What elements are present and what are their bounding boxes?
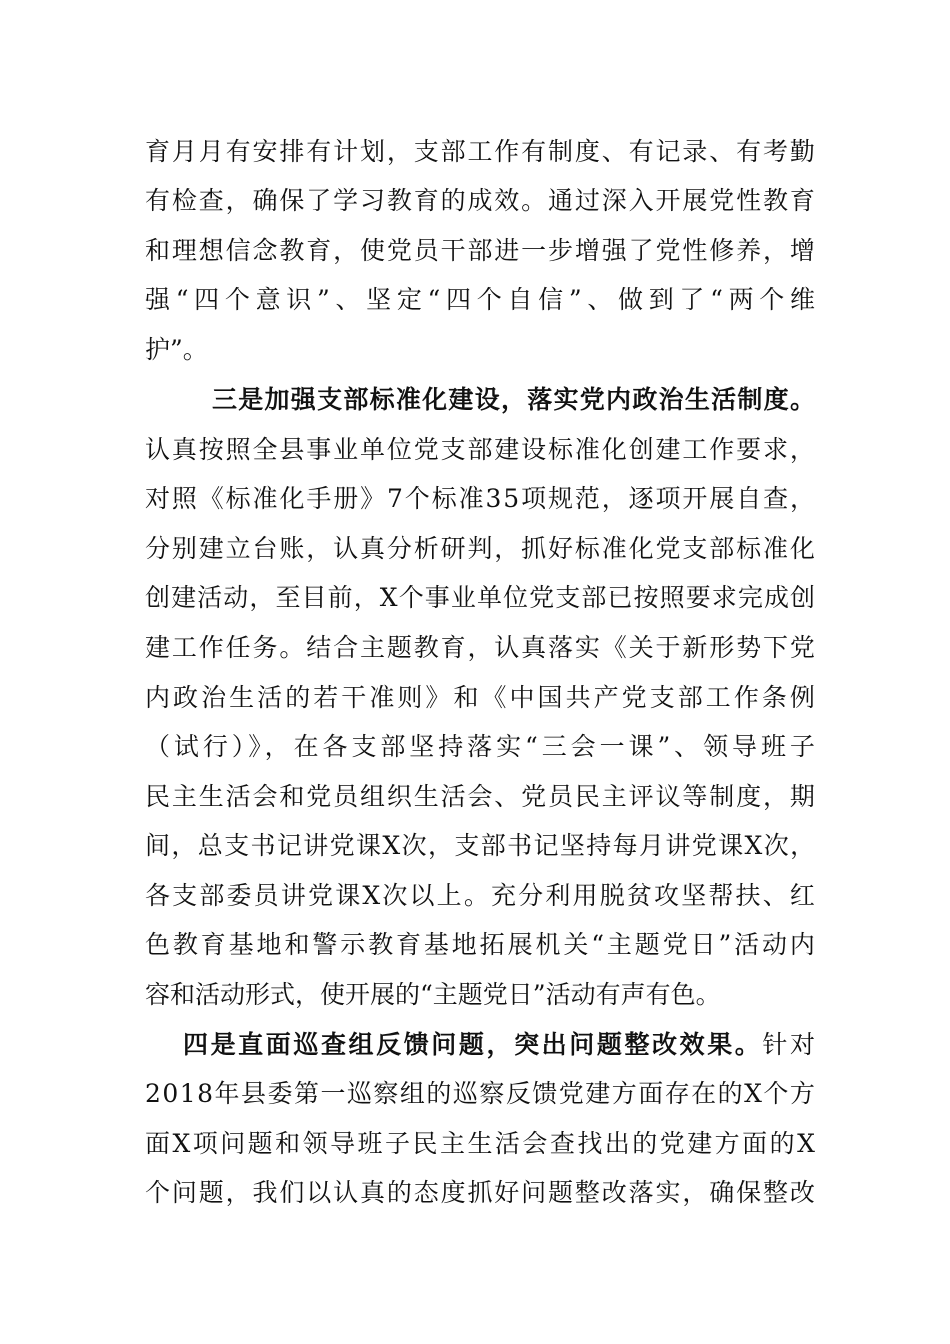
text-line [145,777,815,817]
text-line [145,529,815,569]
text-line [145,727,819,767]
text-run: 面X项问题和领导班子民主生活会查找出的党建方面的X [145,1129,818,1158]
section-heading-line [183,1025,818,1065]
heading-text: 三是加强支部标准化建设，落实党内政治生活制度。 [212,385,817,414]
text-line [145,1173,815,1213]
text-run: 护”。 [145,335,208,364]
text-line [145,678,818,718]
text-run: 各支部委员讲党课X次以上。充分利用脱贫攻坚帮扶、红 [145,881,818,910]
text-run: 创建活动，至目前，X个事业单位党支部已按照要求完成创 [145,583,817,612]
text-line [145,132,815,172]
text-run: 强“四个意识”、坚定“四个自信”、做到了“两个维 [145,285,821,314]
text-line [145,1124,818,1164]
text-run: （试行）》，在各支部坚持落实“三会一课”、领导班子 [145,732,819,761]
text-run: 育月月有安排有计划，支部工作有制度、有记录、有考勤 [145,137,817,166]
text-line [145,280,821,320]
text-run: 个问题，我们以认真的态度抓好问题整改落实，确保整改 [145,1178,817,1207]
text-line [145,925,818,965]
text-run: 内政治生活的若干准则》和《中国共产党支部工作条例 [145,683,818,712]
text-line [145,876,818,916]
text-run: 有检查，确保了学习教育的成效。通过深入开展党性教育 [145,186,817,215]
heading-text: 四是直面巡查组反馈问题，突出问题整改效果。 [183,1030,763,1059]
text-line [145,578,815,618]
text-run: 间，总支书记讲党课X次，支部书记坚持每月讲党课X次， [145,831,817,860]
text-line [145,1074,815,1114]
text-line [145,975,815,1015]
text-run: 针对 [762,1030,818,1059]
text-run: 2018年县委第一巡察组的巡察反馈党建方面存在的X个方 [145,1079,817,1108]
text-line [145,181,815,221]
text-line [145,231,815,271]
text-run: 容和活动形式，使开展的“主题党日”活动有声有色。 [145,980,721,1009]
text-line [145,330,815,370]
text-run: 和理想信念教育，使党员干部进一步增强了党性修养，增 [145,236,817,265]
section-heading [212,380,815,420]
text-run: 建工作任务。结合主题教育，认真落实《关于新形势下党 [145,633,817,662]
text-run: 色教育基地和警示教育基地拓展机关“主题党日”活动内 [145,930,818,959]
text-line [145,628,815,668]
text-line [145,430,815,470]
text-run: 分别建立台账，认真分析研判，抓好标准化党支部标准化 [145,534,817,563]
text-line [145,826,815,866]
text-run: 民主生活会和党员组织生活会、党员民主评议等制度，期 [145,782,817,811]
text-run: 认真按照全县事业单位党支部建设标准化创建工作要求， [145,435,817,464]
text-run: 对照《标准化手册》7个标准35项规范，逐项开展自查， [145,484,817,513]
text-line [145,479,815,519]
